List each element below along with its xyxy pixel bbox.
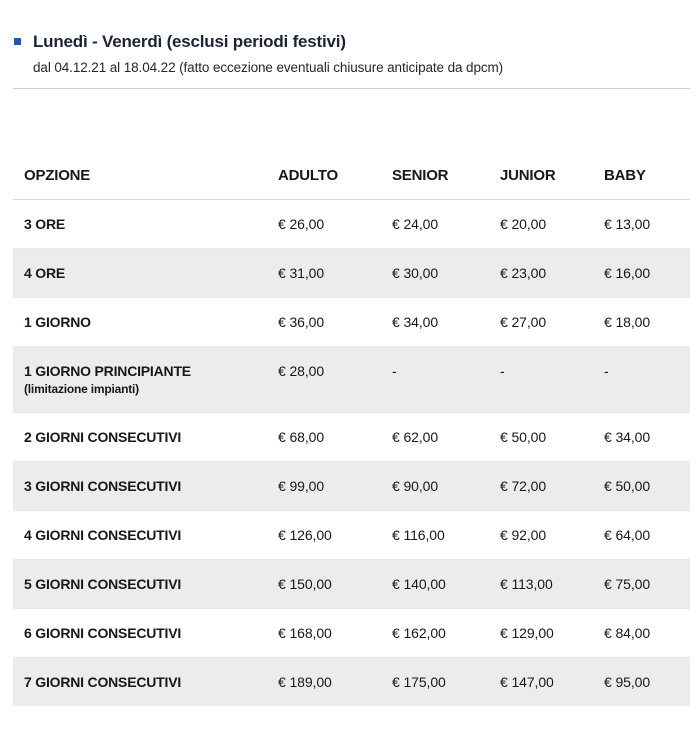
table-row — [13, 462, 690, 511]
option-cell — [13, 298, 278, 347]
price-cell: € 34,00 — [392, 298, 500, 347]
price-cell: € 28,00 — [278, 347, 392, 413]
option-cell — [13, 462, 278, 511]
price-cell: € 26,00 — [278, 200, 392, 249]
option-label: 2 GIORNI CONSECUTIVI — [24, 429, 182, 445]
table-row — [13, 658, 690, 707]
option-label: 4 ORE — [24, 265, 66, 281]
column-header-baby: BABY — [604, 151, 690, 200]
price-cell: € 16,00 — [604, 249, 690, 298]
price-cell: € 99,00 — [278, 462, 392, 511]
price-cell: € 18,00 — [604, 298, 690, 347]
option-label: 1 GIORNO — [24, 314, 91, 330]
price-cell: € 50,00 — [604, 462, 690, 511]
option-cell — [13, 200, 278, 249]
option-label: 7 GIORNI CONSECUTIVI — [24, 674, 182, 690]
option-label: 5 GIORNI CONSECUTIVI — [24, 576, 182, 592]
option-cell — [13, 347, 278, 413]
column-header-adulto: ADULTO — [278, 151, 392, 200]
price-cell: - — [500, 347, 604, 413]
price-cell: € 113,00 — [500, 560, 604, 609]
option-cell — [13, 658, 278, 707]
price-cell: € 175,00 — [392, 674, 446, 690]
option-label: 4 GIORNI CONSECUTIVI — [24, 527, 182, 543]
price-cell: € 90,00 — [392, 462, 500, 511]
price-cell: € 68,00 — [278, 413, 392, 462]
table-row — [13, 560, 690, 609]
price-cell: € 84,00 — [604, 609, 690, 658]
price-cell: € 95,00 — [604, 674, 651, 690]
price-cell: € 34,00 — [604, 413, 690, 462]
table-row — [13, 298, 690, 347]
option-cell — [13, 249, 278, 298]
price-cell: - — [604, 347, 690, 413]
option-cell — [13, 413, 278, 462]
price-cell: € 23,00 — [500, 249, 604, 298]
price-cell: - — [392, 347, 500, 413]
price-cell: € 92,00 — [500, 511, 604, 560]
price-cell: € 189,00 — [278, 674, 332, 690]
price-cell: € 20,00 — [500, 200, 604, 249]
price-table — [13, 151, 690, 706]
price-cell: € 140,00 — [392, 560, 500, 609]
table-row — [13, 413, 690, 462]
price-cell: € 147,00 — [500, 674, 554, 690]
option-label: 6 GIORNI CONSECUTIVI — [24, 625, 182, 641]
price-cell: € 30,00 — [392, 249, 500, 298]
section-title: Lunedì - Venerdì (esclusi periodi festivi) — [33, 32, 346, 51]
price-cell: € 72,00 — [500, 462, 604, 511]
price-cell: € 150,00 — [278, 560, 392, 609]
table-row — [13, 609, 690, 658]
price-cell: € 50,00 — [500, 413, 604, 462]
option-label: 3 GIORNI CONSECUTIVI — [24, 478, 182, 494]
option-cell — [13, 609, 278, 658]
price-cell: € 24,00 — [392, 200, 500, 249]
price-table-header — [13, 151, 690, 200]
table-row — [13, 200, 690, 249]
option-cell — [13, 511, 278, 560]
price-cell: € 27,00 — [500, 298, 604, 347]
price-cell: € 162,00 — [392, 609, 500, 658]
price-cell: € 168,00 — [278, 609, 392, 658]
column-header-junior: JUNIOR — [500, 151, 604, 200]
price-cell: € 36,00 — [278, 298, 392, 347]
table-row — [13, 249, 690, 298]
column-header-senior: SENIOR — [392, 151, 500, 200]
option-cell — [13, 560, 278, 609]
price-cell: € 126,00 — [278, 511, 392, 560]
price-cell: € 31,00 — [278, 249, 392, 298]
price-cell: € 64,00 — [604, 511, 690, 560]
price-cell: € 62,00 — [392, 413, 500, 462]
option-label: 3 ORE — [24, 216, 66, 232]
price-cell: € 116,00 — [392, 511, 500, 560]
price-cell: € 129,00 — [500, 609, 604, 658]
column-header-opzione: OPZIONE — [13, 151, 278, 200]
price-cell: € 13,00 — [604, 200, 690, 249]
section-subtitle: dal 04.12.21 al 18.04.22 (fatto eccezione eventuali chiusure anticipate da dpcm) — [33, 60, 504, 75]
option-note: (limitazione impianti) — [24, 382, 139, 396]
header-row — [13, 151, 690, 200]
price-table-body — [13, 200, 690, 707]
table-row — [13, 511, 690, 560]
divider-line — [13, 88, 690, 89]
section-heading — [0, 32, 700, 51]
option-label: 1 GIORNO PRINCIPIANTE — [24, 363, 191, 379]
table-row — [13, 347, 690, 413]
bullet-square-icon — [14, 38, 21, 45]
price-cell: € 75,00 — [604, 560, 690, 609]
